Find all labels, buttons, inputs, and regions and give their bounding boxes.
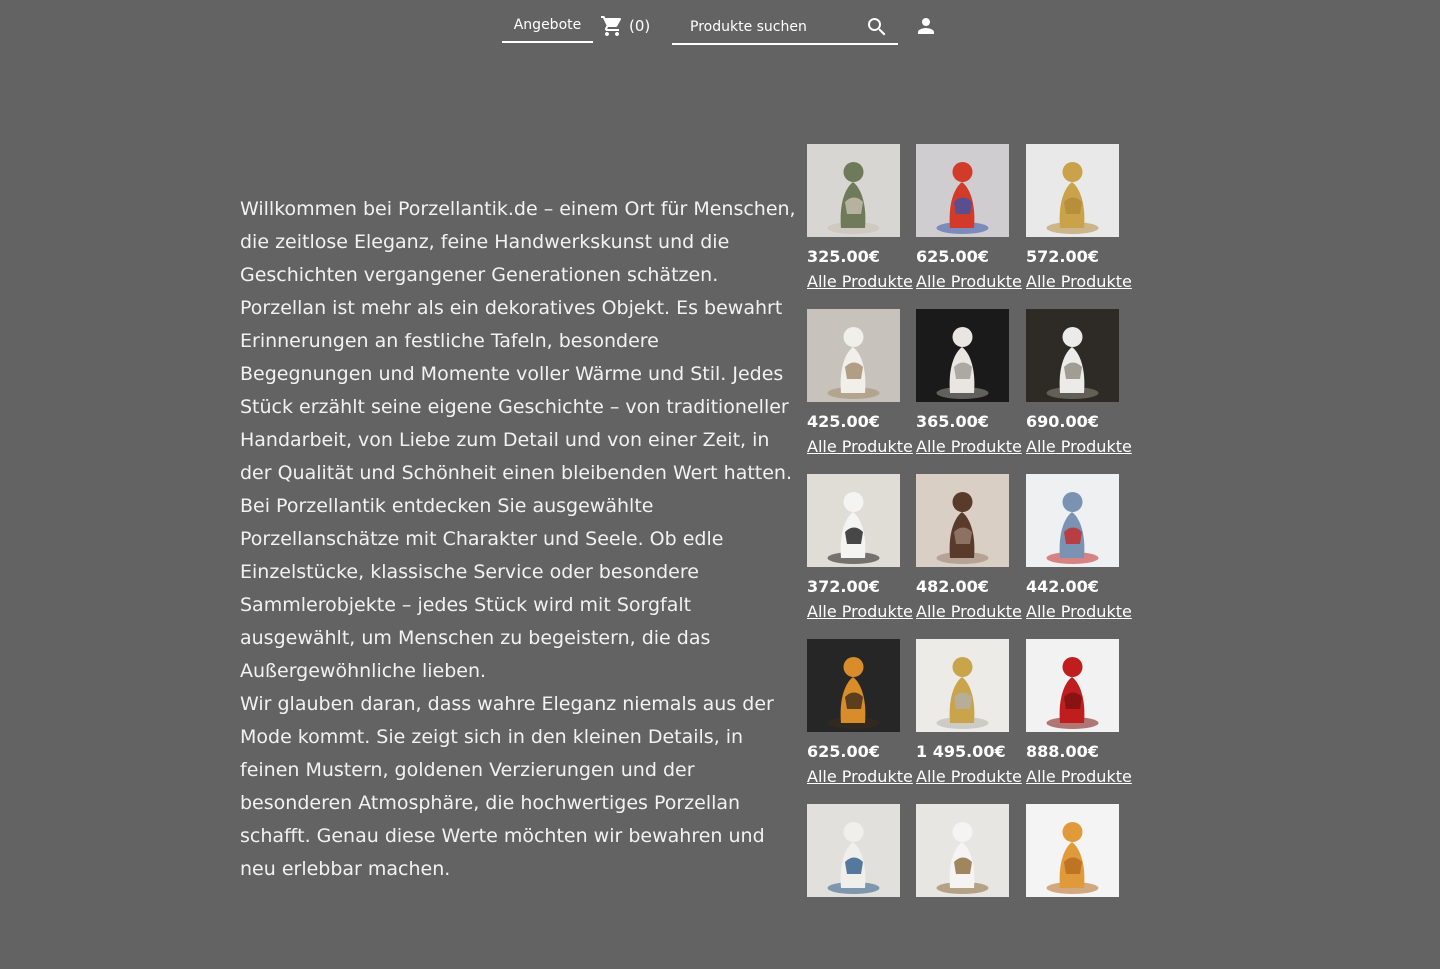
product-price: 1 495.00€ [916,742,1006,761]
search-bar [672,10,898,45]
product-price: 442.00€ [1026,577,1099,596]
product-category-link[interactable]: Alle Produkte [1026,272,1132,291]
product-price: 372.00€ [807,577,880,596]
product-card [807,144,913,309]
product-card [807,309,913,474]
product-category-link[interactable]: Alle Produkte [916,602,1022,621]
product-category-link[interactable]: Alle Produkte [916,272,1022,291]
product-price: 425.00€ [807,412,880,431]
product-category-link[interactable]: Alle Produkte [807,767,913,786]
product-image[interactable] [916,804,1009,897]
intro-paragraph: Bei Porzellantik entdecken Sie ausgewählte Porzellanschätze mit Charakter und Seele. Ob edle Einzelstücke, klassische Service oder besondere Sammlerobjekte – jedes Stück wird mit Sorgfalt ausgewählt, um Menschen zu begeistern, die das Außergewöhnliche lieben. [240,495,724,682]
product-price: 888.00€ [1026,742,1099,761]
product-image[interactable] [916,144,1009,237]
product-card [1026,474,1132,639]
product-card [1026,804,1119,969]
product-card [916,474,1022,639]
product-image[interactable] [1026,804,1119,897]
search-icon[interactable] [865,15,889,39]
search-input[interactable] [672,10,852,43]
product-card [807,639,913,804]
product-image[interactable] [916,474,1009,567]
product-image[interactable] [807,144,900,237]
product-card [916,309,1022,474]
product-card [916,144,1022,309]
product-card [916,639,1022,804]
product-category-link[interactable]: Alle Produkte [916,437,1022,456]
product-image[interactable] [1026,639,1119,732]
product-category-link[interactable]: Alle Produkte [807,272,913,291]
product-image[interactable] [916,639,1009,732]
top-navigation [0,0,1440,60]
product-category-link[interactable]: Alle Produkte [807,602,913,621]
product-card [916,804,1010,969]
product-card [1026,309,1132,474]
product-grid [807,144,1132,969]
product-image[interactable] [916,309,1009,402]
intro-paragraph: Porzellan ist mehr als ein dekoratives Objekt. Es bewahrt Erinnerungen an festliche Tafeln, besondere Begegnungen und Momente voller Wärme und Stil. Jedes Stück erzählt seine eigene Geschichte – von traditioneller Handarbeit, von Liebe zum Detail und von einer Zeit, in der Qualität und Schönheit einen bleibenden Wert hatten. [240,297,793,484]
product-image[interactable] [1026,144,1119,237]
product-category-link[interactable]: Alle Produkte [1026,602,1132,621]
intro-paragraph: Wir glauben daran, dass wahre Eleganz niemals aus der Mode kommt. Sie zeigt sich in den kleinen Details, in feinen Mustern, goldenen Verzierungen und der besonderen Atmosphäre, die hochwertiges Porzellan schafft. Genau diese Werte möchten wir bewahren und neu erlebbar machen. [240,693,774,880]
product-category-link[interactable]: Alle Produkte [916,767,1022,786]
cart-icon [600,14,624,38]
product-image[interactable] [807,804,900,897]
product-category-link[interactable]: Alle Produkte [1026,767,1132,786]
cart-count: (0) [629,17,651,35]
product-price: 365.00€ [916,412,989,431]
product-price: 625.00€ [807,742,880,761]
intro-text [240,193,796,886]
product-image[interactable] [807,309,900,402]
product-card [807,474,913,639]
product-image[interactable] [1026,474,1119,567]
product-card [807,804,900,969]
product-price: 482.00€ [916,577,989,596]
nav-link-offers[interactable]: Angebote [502,10,593,43]
user-icon[interactable] [914,14,938,38]
product-category-link[interactable]: Alle Produkte [807,437,913,456]
product-image[interactable] [807,474,900,567]
product-image[interactable] [807,639,900,732]
product-image[interactable] [1026,309,1119,402]
product-card [1026,144,1132,309]
product-price: 625.00€ [916,247,989,266]
product-price: 325.00€ [807,247,880,266]
product-category-link[interactable]: Alle Produkte [1026,437,1132,456]
cart-button[interactable] [600,12,650,40]
product-price: 572.00€ [1026,247,1099,266]
product-price: 690.00€ [1026,412,1099,431]
product-card [1026,639,1132,804]
intro-paragraph: Willkommen bei Porzellantik.de – einem Ort für Menschen, die zeitlose Eleganz, feine Handwerkskunst und die Geschichten vergangener Generationen schätzen. [240,198,796,286]
